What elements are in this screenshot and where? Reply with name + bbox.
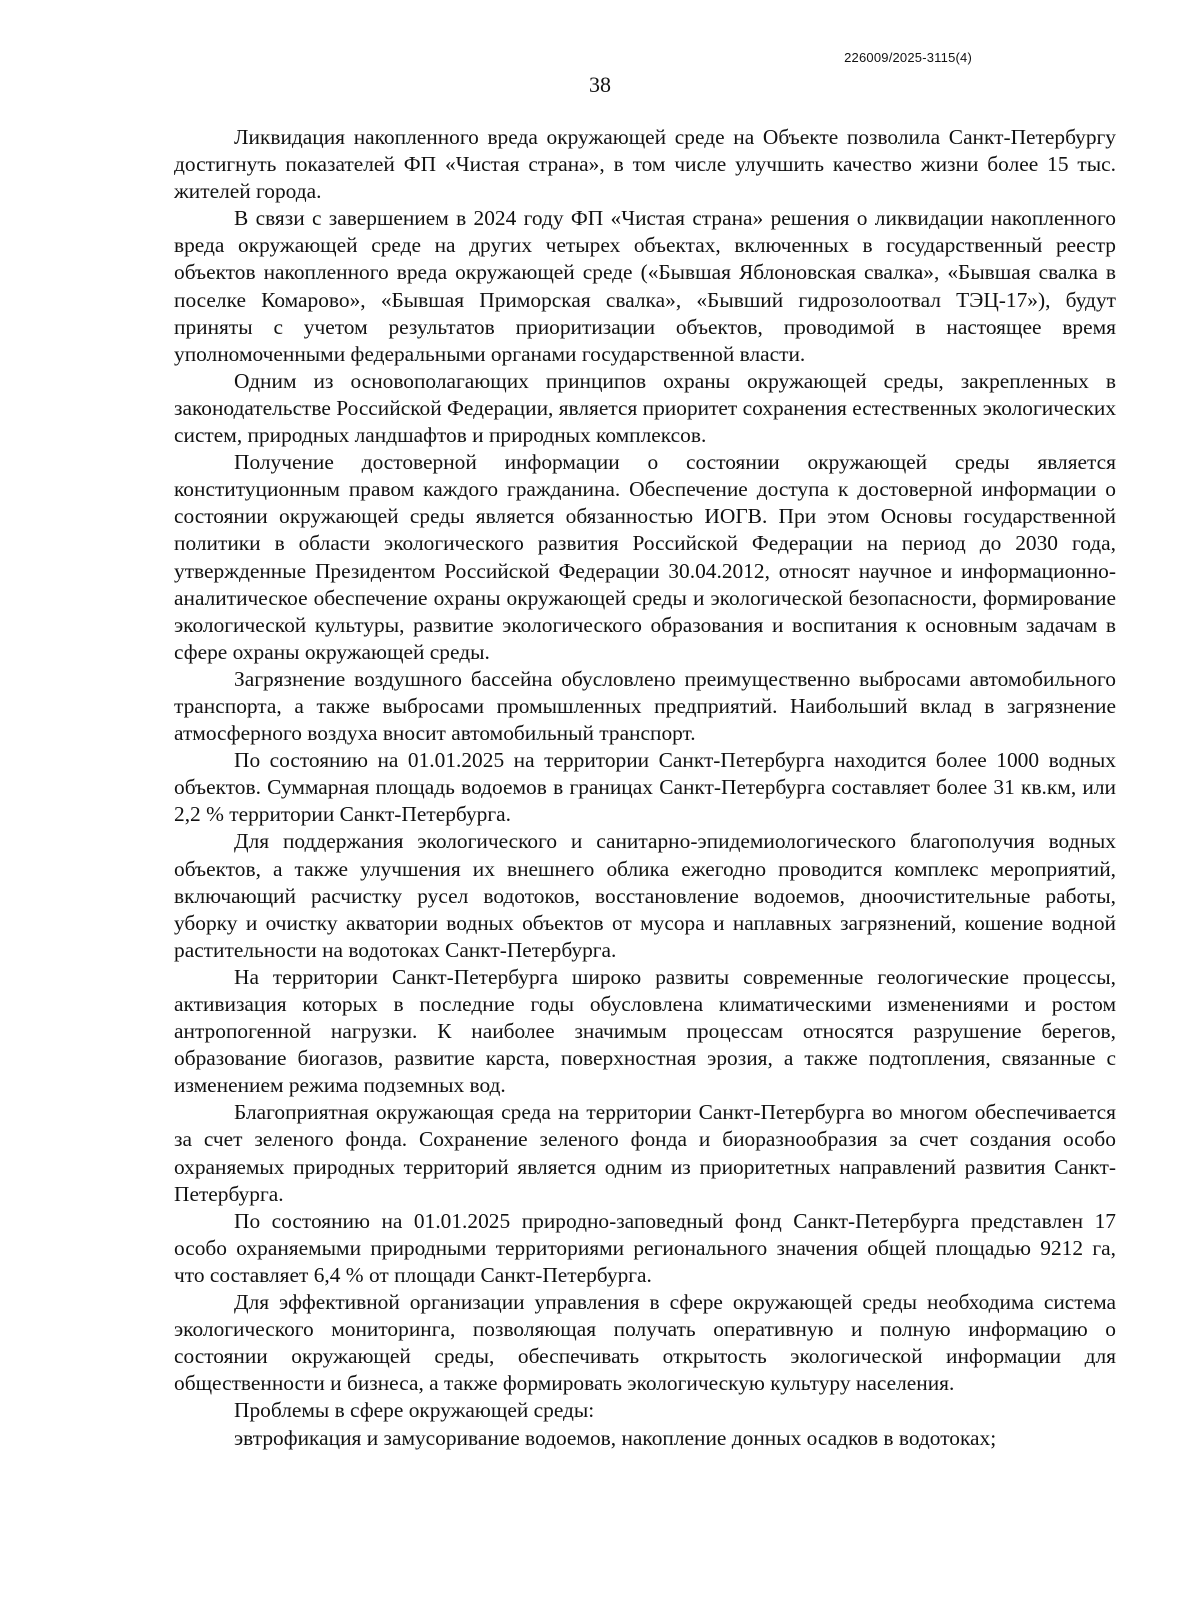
paragraph-other-objects: В связи с завершением в 2024 году ФП «Чистая страна» решения о ликвидации накопленного вреда окружающей среде на других четырех объектах, включенных в государственный реестр объектов накопленного вреда окружающей среде («Бывшая Яблоновская свалка», «Бывшая свалка в поселке Комарово», «Бывшая Приморская свалка», «Бывший гидрозолоотвал ТЭЦ-17»), будут приняты с учетом результатов приоритизации объектов, проводимой в настоящее время уполномоченными федеральными органами государственной власти. <box>174 206 1116 366</box>
paragraph-green-fund: Благоприятная окружающая среда на территории Санкт-Петербурга во многом обеспечивается за счет зеленого фонда. Сохранение зеленого фонда и биоразнообразия за счет создания особо охраняемых природных территорий является одним из приоритетных направлений развития Санкт-Петербурга. <box>174 1100 1116 1206</box>
problem-item: эвтрофикация и замусоривание водоемов, накопление донных осадков в водотоках; <box>234 1425 997 1450</box>
document-body <box>174 124 1116 1452</box>
paragraph-liquidation-result: Ликвидация накопленного вреда окружающей среде на Объекте позволила Санкт-Петербургу достигнуть показателей ФП «Чистая страна», в том числе улучшить качество жизни более 15 тыс. жителей города. <box>174 125 1116 204</box>
paragraph-protection-principles: Одним из основополагающих принципов охраны окружающей среды, закрепленных в законодательстве Российской Федерации, является приоритет сохранения естественных экологических систем, природных ландшафтов и природных комплексов. <box>174 368 1117 448</box>
paragraph-geological-processes: На территории Санкт-Петербурга широко развиты современные геологические процессы, активизация которых в последние годы обусловлена климатическими изменениями и ростом антропогенной нагрузки. К наиболее значимым процессам относятся разрушение берегов, образование биогазов, развитие карста, поверхностная эрозия, а также подтопления, связанные с изменением режима подземных вод. <box>174 964 1116 1098</box>
paragraph-water-objects: По состоянию на 01.01.2025 на территории Санкт-Петербурга находится более 1000 водных объектов. Суммарная площадь водоемов в границах Санкт-Петербурга составляет более 31 кв.км, или 2,2 % территории Санкт-Петербурга. <box>174 748 1116 827</box>
paragraph-protected-areas: По состоянию на 01.01.2025 природно-заповедный фонд Санкт-Петербурга представлен 17 особо охраняемыми природными территориями регионального значения общей площадью 9212 га, что составляет 6,4 % от площади Санкт-Петербурга. <box>174 1208 1116 1287</box>
paragraph-environment-information: Получение достоверной информации о состоянии окружающей среды является конституционным правом каждого гражданина. Обеспечение доступа к достоверной информации о состоянии окружающей среды является обязанностью ИОГВ. При этом Основы государственной политики в области экологического развития Российской Федерации на период до 2030 года, утвержденные Президентом Российской Федерации 30.04.2012, относят научное и информационно-аналитическое обеспечение охраны окружающей среды и экологической безопасности, формирование экологической культуры, развитие экологического образования и воспитания к основным задачам в сфере охраны окружающей среды. <box>174 450 1116 664</box>
paragraph-air-pollution: Загрязнение воздушного бассейна обусловлено преимущественно выбросами автомобильного транспорта, а также выбросами промышленных предприятий. Наибольший вклад в загрязнение атмосферного воздуха вносит автомобильный транспорт. <box>174 666 1116 746</box>
paragraph-water-maintenance: Для поддержания экологического и санитарно-эпидемиологического благополучия водных объектов, а также улучшения их внешнего облика ежегодно проводится комплекс мероприятий, включающий расчистку русел водотоков, восстановление водоемов, дноочистительные работы, уборку и очистку акватории водных объектов от мусора и наплавных загрязнений, кошение водной растительности на водотоках Санкт-Петербурга. <box>174 829 1116 962</box>
page-number: 38 <box>589 72 611 97</box>
document-registration-number: 226009/2025-3115(4) <box>844 50 972 65</box>
problems-heading: Проблемы в сфере окружающей среды: <box>234 1398 595 1423</box>
paragraph-monitoring-system: Для эффективной организации управления в сфере окружающей среды необходима система экологического мониторинга, позволяющая получать оперативную и полную информацию о состоянии окружающей среды, обеспечивать открытость экологической информации для общественности и бизнеса, а также формировать экологическую культуру населения. <box>174 1290 1116 1396</box>
